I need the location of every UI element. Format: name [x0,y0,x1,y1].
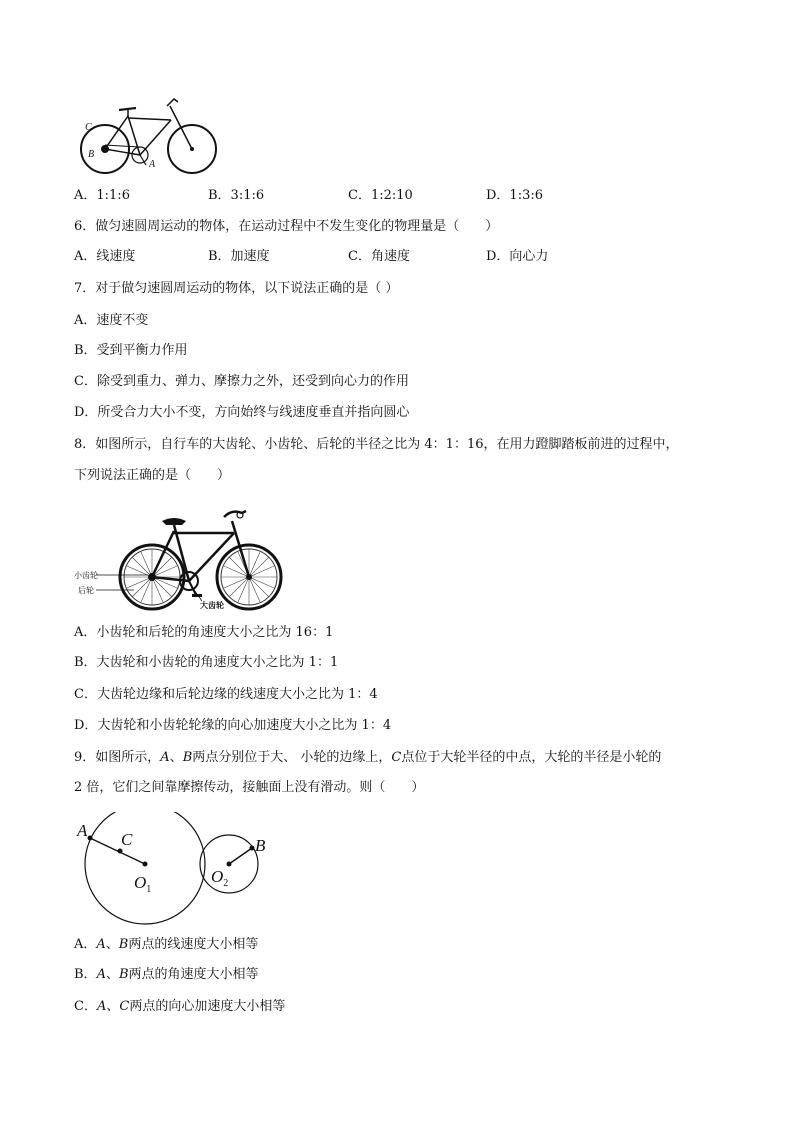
label-small-gear: 小齿轮 [74,571,98,580]
point-2: B [118,937,129,952]
option-text: 两点的线速度大小相等 [128,937,259,952]
q9-option-b[interactable] [74,966,259,984]
point-1: A [96,999,107,1014]
q9-stem-line2: 2 倍，它们之间靠摩擦传动，接触面上没有滑动。则（ ） [74,780,425,795]
q8-option-a[interactable]: A．小齿轮和后轮的角速度大小之比为 16：1 [74,625,334,640]
label-b: B [88,149,95,160]
q5-option-b[interactable]: B．3:1:6 [208,188,265,203]
q9-option-a[interactable] [74,936,258,954]
q5-option-d[interactable]: D．1:3:6 [486,188,543,203]
option-text: 两点的向心加速度大小相等 [129,999,286,1014]
label-o1: $O_1$ [134,873,152,895]
point-1: A [96,967,106,982]
label-c: C [121,830,133,849]
q6-stem: 6．做匀速圆周运动的物体，在运动过程中不发生变化的物理量是（ ） [74,219,499,234]
label-big-gear: 大齿轮 [200,601,224,610]
label-a: A [149,159,156,170]
q7-option-c[interactable]: C．除受到重力、弹力、摩擦力之外，还受到向心力的作用 [74,374,409,389]
q6-option-c[interactable]: C．角速度 [348,249,410,264]
q5-option-a[interactable]: A．1:1:6 [74,188,130,203]
circles-diagram-q9 [74,812,274,928]
q9-point-c: C [391,750,402,765]
point-2: C [119,999,130,1014]
separator: 、 [106,999,120,1014]
point-1: A [96,937,106,952]
q9-stem-text-3: 两点分别位于大、 小轮的边缘上， [192,750,392,765]
q8-option-d[interactable]: D．大齿轮和小齿轮轮缘的向心加速度大小之比为 1：4 [74,718,392,733]
label-a: A [77,821,88,840]
option-prefix: C． [74,999,97,1014]
q9-point-a: A [160,750,170,765]
label-c: C [85,122,92,133]
q9-stem-text-1: 9．如图所示， [74,750,161,765]
q9-stem-text-2: 、 [169,750,183,765]
q9-option-c[interactable] [74,998,285,1016]
option-text: 两点的角速度大小相等 [128,967,259,982]
option-prefix: A． [74,937,97,952]
q6-option-b[interactable]: B．加速度 [208,249,270,264]
q7-option-d[interactable]: D．所受合力大小不变，方向始终与线速度垂直并指向圆心 [74,405,410,420]
q7-option-a[interactable]: A．速度不变 [74,313,149,328]
q9-stem-line1 [74,749,661,767]
q9-stem-text-4: 点位于大轮半径的中点，大轮的半径是小轮的 [401,750,662,765]
q6-option-d[interactable]: D．向心力 [486,249,549,264]
separator: 、 [105,937,119,952]
point-2: B [118,967,129,982]
q8-stem-line2: 下列说法正确的是（ ） [74,468,231,483]
label-rear-wheel: 后轮 [78,586,94,595]
q5-option-c[interactable]: C．1:2:10 [348,188,413,203]
q8-option-b[interactable]: B．大齿轮和小齿轮的角速度大小之比为 1：1 [74,655,339,670]
q9-point-b: B [182,750,193,765]
label-b: B [255,836,266,855]
label-o2: $O_2$ [211,867,229,889]
q6-option-a[interactable]: A．线速度 [74,249,136,264]
q8-stem-line1: 8．如图所示，自行车的大齿轮、小齿轮、后轮的半径之比为 4：1：16，在用力蹬脚踏板前进的过程中， [74,437,679,452]
bicycle-diagram-q5 [74,96,224,176]
q7-stem: 7．对于做匀速圆周运动的物体，以下说法正确的是（ ） [74,281,399,296]
separator: 、 [105,967,119,982]
q8-option-c[interactable]: C．大齿轮边缘和后轮边缘的线速度大小之比为 1：4 [74,687,378,702]
bicycle-photo-q8 [74,503,289,613]
q7-option-b[interactable]: B．受到平衡力作用 [74,343,188,358]
option-prefix: B． [74,967,97,982]
